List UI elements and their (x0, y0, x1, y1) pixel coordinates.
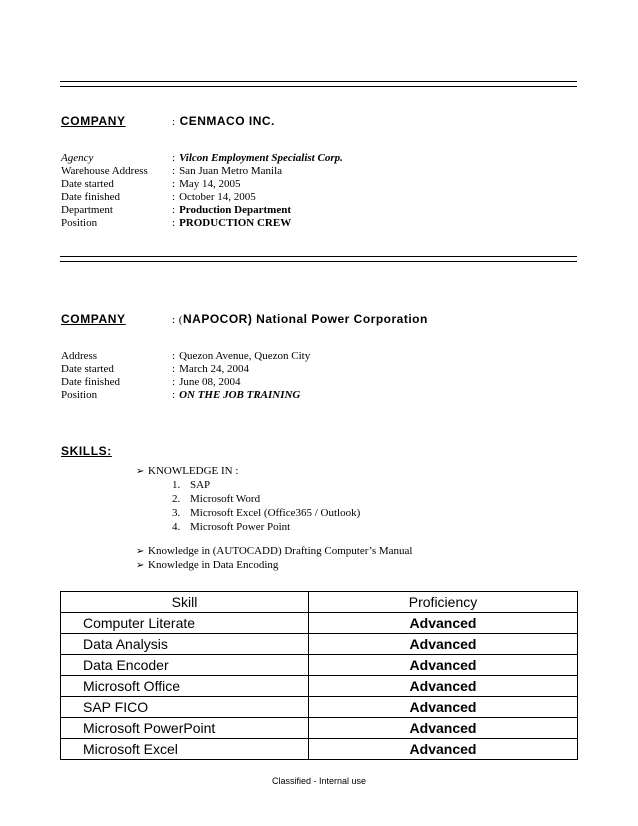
skill-cell: Microsoft PowerPoint (61, 718, 309, 739)
detail-value: : PRODUCTION CREW (172, 217, 292, 229)
detail-value: : Vilcon Employment Specialist Corp. (172, 152, 343, 164)
table-row (61, 634, 578, 655)
table-header-row (61, 592, 578, 613)
detail-value: : March 24, 2004 (172, 363, 250, 375)
company-colon: : ( (172, 314, 183, 326)
table-row (61, 739, 578, 760)
detail-value: : June 08, 2004 (172, 376, 241, 388)
skills-list (136, 464, 412, 572)
proficiency-cell: Advanced (309, 613, 578, 634)
detail-value: : October 14, 2005 (172, 191, 256, 203)
detail-value: : Production Department (172, 204, 291, 216)
list-item: ➢ Knowledge in Data Encoding (136, 559, 279, 571)
arrow-bullet-icon: ➢ (136, 466, 145, 477)
footer-classification: Classified - Internal use (271, 776, 367, 786)
detail-label: Department (61, 204, 113, 216)
column-header-proficiency: Proficiency (309, 592, 578, 613)
detail-row-address (61, 165, 581, 178)
detail-label: Address (61, 350, 98, 362)
detail-label: Position (61, 217, 98, 229)
proficiency-cell: Advanced (309, 655, 578, 676)
company-name (172, 114, 275, 128)
detail-row-agency (61, 152, 581, 165)
skill-cell: Microsoft Excel (61, 739, 309, 760)
skill-cell: Microsoft Office (61, 676, 309, 697)
table-row (61, 676, 578, 697)
proficiency-cell: Advanced (309, 697, 578, 718)
detail-value: : San Juan Metro Manila (172, 165, 283, 177)
list-item (136, 464, 412, 478)
detail-label: Agency (61, 152, 94, 164)
knowledge-title: KNOWLEDGE IN : (148, 465, 239, 477)
company2-details (61, 350, 581, 402)
skill-cell: Data Encoder (61, 655, 309, 676)
table-row (61, 697, 578, 718)
company-name-text: CENMACO INC. (179, 114, 275, 128)
detail-row-date-started (61, 178, 581, 191)
detail-label: Date finished (61, 191, 120, 203)
list-item: 1. SAP (172, 479, 211, 491)
detail-row-position (61, 389, 581, 402)
skills-heading: SKILLS: (61, 444, 112, 458)
proficiency-cell: Advanced (309, 676, 578, 697)
company-colon: : (172, 116, 176, 128)
company-heading: COMPANY (61, 114, 126, 128)
detail-row-department (61, 204, 581, 217)
company1-details (61, 152, 581, 230)
table-row (61, 613, 578, 634)
skill-cell: Data Analysis (61, 634, 309, 655)
detail-row-date-finished (61, 376, 581, 389)
proficiency-cell: Advanced (309, 634, 578, 655)
detail-row-address (61, 350, 581, 363)
detail-value: : ON THE JOB TRAINING (172, 389, 301, 401)
company-name (172, 312, 428, 326)
detail-label: Position (61, 389, 98, 401)
detail-label: Date started (61, 363, 114, 375)
detail-label: Date finished (61, 376, 120, 388)
list-item: ➢ Knowledge in (AUTOCADD) Drafting Computer’s Manual (136, 545, 413, 557)
table-row (61, 655, 578, 676)
proficiency-cell: Advanced (309, 718, 578, 739)
arrow-bullet-icon: ➢ (136, 546, 145, 557)
table-row (61, 718, 578, 739)
list-item: 3. Microsoft Excel (Office365 / Outlook) (172, 507, 361, 519)
section-divider (60, 81, 577, 87)
arrow-bullet-icon: ➢ (136, 560, 145, 571)
skill-cell: Computer Literate (61, 613, 309, 634)
company-heading: COMPANY (61, 312, 126, 326)
knowledge-list (172, 478, 412, 534)
list-item: 2. Microsoft Word (172, 493, 261, 505)
skills-table (60, 591, 578, 760)
detail-label: Warehouse Address (61, 165, 148, 177)
proficiency-cell: Advanced (309, 739, 578, 760)
section-divider (60, 256, 577, 262)
list-item: 4. Microsoft Power Point (172, 521, 291, 533)
company-name-text: NAPOCOR) National Power Corporation (182, 312, 428, 326)
column-header-skill: Skill (61, 592, 309, 613)
detail-label: Date started (61, 178, 114, 190)
detail-value: : Quezon Avenue, Quezon City (172, 350, 311, 362)
skill-cell: SAP FICO (61, 697, 309, 718)
detail-value: : May 14, 2005 (172, 178, 241, 190)
detail-row-date-started (61, 363, 581, 376)
detail-row-date-finished (61, 191, 581, 204)
detail-row-position (61, 217, 581, 230)
